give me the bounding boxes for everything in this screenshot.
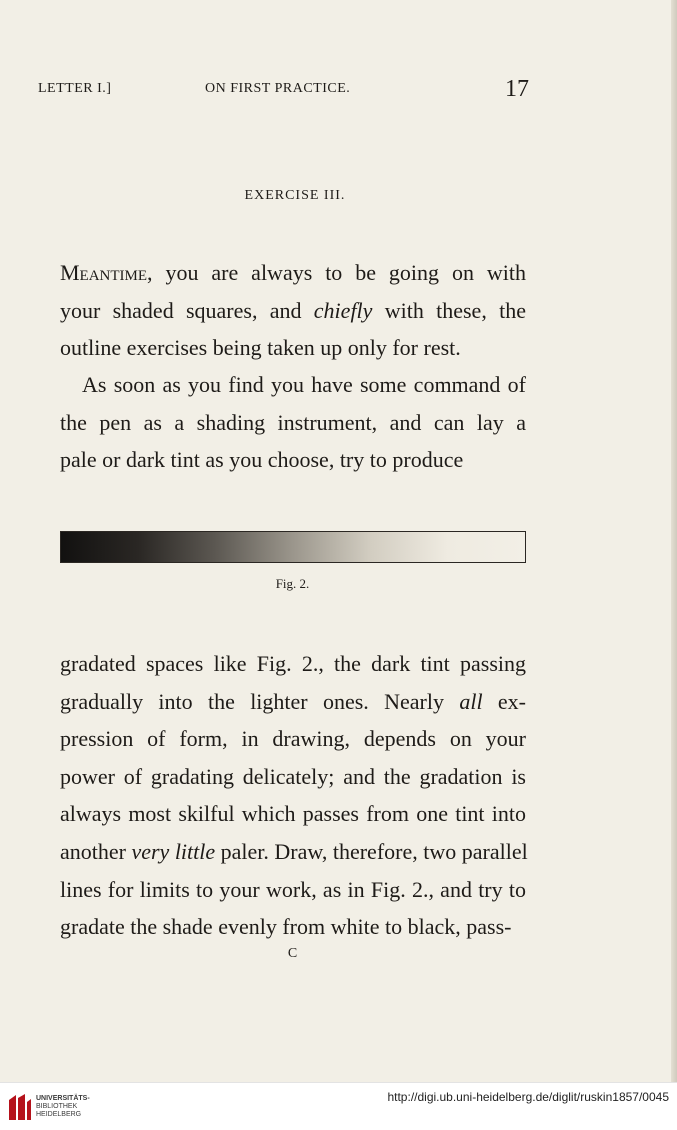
text-run: the pen as a shading instrument, and can lay a xyxy=(60,409,526,435)
text-run: always most skilful which passes from one tint into xyxy=(60,801,526,827)
text-line xyxy=(60,254,526,292)
text-run: paler. Draw, therefore, two parallel xyxy=(215,838,528,864)
paragraph-3 xyxy=(60,645,526,946)
signature-mark: C xyxy=(287,946,298,961)
text-run: another xyxy=(60,838,132,864)
text-run: pression of form, in drawing, depends on your xyxy=(60,726,526,752)
text-run: lines for limits to your work, as in Fig. 2., and try to xyxy=(60,876,526,902)
paragraph-1 xyxy=(60,254,526,367)
text-line xyxy=(60,366,526,404)
text-run: very little xyxy=(131,838,216,864)
figure-caption: Fig. 2. xyxy=(275,576,310,591)
library-logo-icon xyxy=(6,1092,32,1122)
exercise-heading: EXERCISE III. xyxy=(244,188,346,203)
text-run: gradually into the lighter ones. Nearly xyxy=(60,688,460,714)
library-line: UNIVERSITÄTS- xyxy=(36,1095,90,1102)
page-number: 17 xyxy=(505,76,529,102)
text-line xyxy=(60,404,526,442)
digitization-footer xyxy=(0,1082,677,1130)
text-run: with these, the xyxy=(372,297,526,323)
text-line xyxy=(60,292,526,330)
source-url-link[interactable]: http://digi.ub.uni-heidelberg.de/diglit/ruskin1857/0045 xyxy=(387,1090,669,1104)
text-run: pale or dark tint as you choose, try to produce xyxy=(60,447,464,473)
text-line xyxy=(60,683,526,721)
library-line: HEIDELBERG xyxy=(36,1111,82,1118)
paragraph-2 xyxy=(60,366,526,479)
text-run: As soon as you find you have some command of xyxy=(60,372,526,397)
text-line xyxy=(60,441,526,479)
text-line xyxy=(60,645,526,683)
text-run: ex- xyxy=(482,688,526,714)
text-line xyxy=(60,908,526,946)
running-head-title: ON FIRST PRACTICE. xyxy=(205,81,351,96)
text-run: power of gradating delicately; and the gradation is xyxy=(60,763,526,789)
text-line xyxy=(60,871,526,909)
library-name xyxy=(36,1095,90,1119)
text-line xyxy=(60,758,526,796)
running-head-left: LETTER I.] xyxy=(38,81,112,96)
text-run: gradate the shade evenly from white to black, pass- xyxy=(60,914,512,940)
text-line xyxy=(60,833,526,871)
gradient-tint xyxy=(61,532,525,562)
gradient-figure xyxy=(60,531,526,563)
text-line xyxy=(60,329,526,367)
text-run: chiefly xyxy=(313,297,373,323)
library-line: BIBLIOTHEK xyxy=(36,1103,78,1110)
text-run: Meantime, xyxy=(60,260,153,285)
text-line xyxy=(60,720,526,758)
text-line xyxy=(60,795,526,833)
text-run: gradated spaces like Fig. 2., the dark tint passing xyxy=(60,651,526,676)
text-run: outline exercises being taken up only for rest. xyxy=(60,335,461,361)
text-run: all xyxy=(459,688,483,714)
text-run: your shaded squares, and xyxy=(60,297,314,323)
text-run: you are always to be going on with xyxy=(152,260,526,285)
